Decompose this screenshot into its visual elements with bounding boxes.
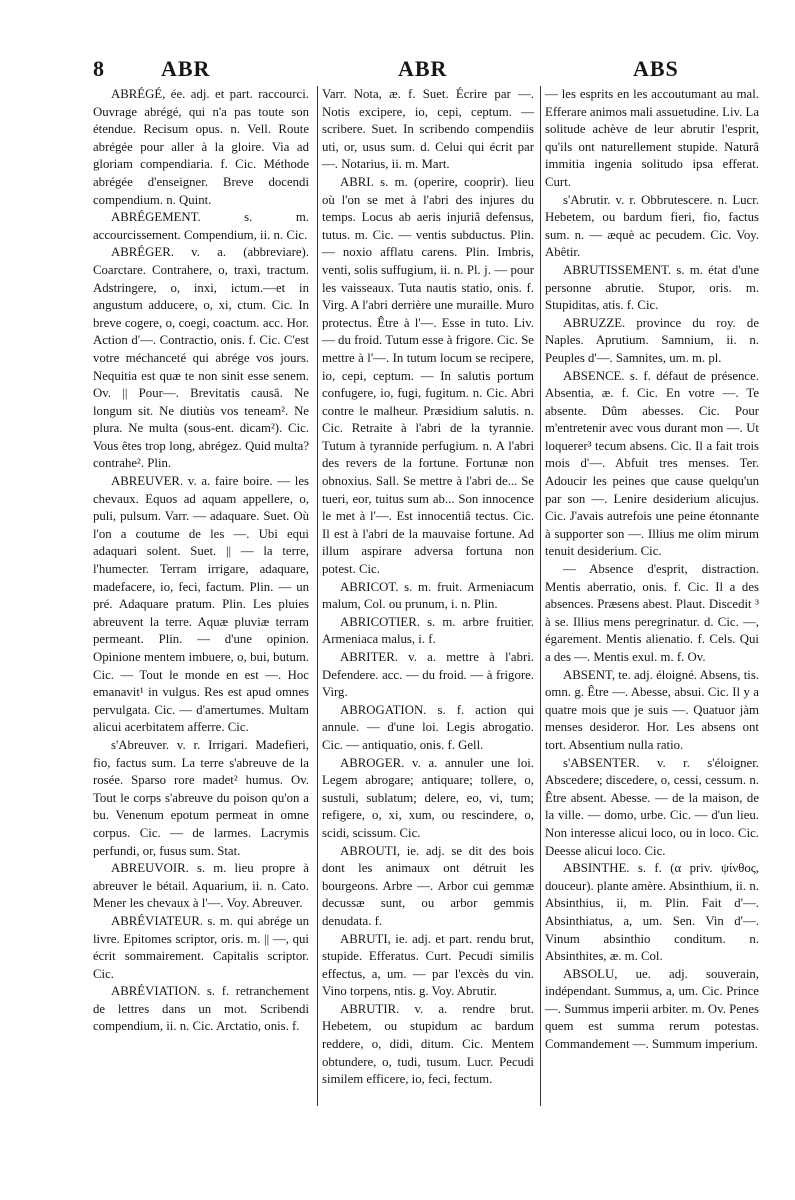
column-left [93,86,309,1106]
entry-abrege: ABRÉGÉ, ée. adj. et part. raccourci. Ouvrage abrégé, qui n'a pas toute son étendue. Recisum opus. n. Vell. Route abrégée pour aller à la gloire. Via ad gloriam compendiaria. f. Cic. Méthode abrégée d'enseigner. Breve docendi compendium. n. Quint. [93,87,309,207]
entry-abreger: ABRÉGER. v. a. (abbreviare). Coarctare. Contrahere, o, traxi, tractum. Adstringere, o, inxi, ictum.—et in angustum adducere, o, xi, ctum. Cic. In breve cogere, o, coegi, coactum. acc. Hor. Action d'—. Contractio, onis. f. Cic. C'est votre méchanceté qui abrége vos jours. Nequitia est quæ te non sinit esse senem. Ov. || Pour—. Brevitatis causâ. Ne longum sit. Ne diutiùs vos teneam². Ne plura. Ne multa (sous-ent. dicam²). Cic. Vous êtes trop long, abrégez. Quid multa? contrahe². Plin. [93,245,309,471]
entry-abricotier: ABRICOTIER. s. m. arbre fruitier. Armeniaca malus, i. f. [322,614,534,647]
entry-absinthe: ABSINTHE. s. f. (α priv. ψίνθος, douceur). plante amère. Absinthium, ii. n. Absinthius, ii, m. Plin. Fait d'—. Absinthiatus, a, um. Sen. Vin d'—. Vinum absinthio conditum. n. Absinthites, æ. m. Col. [545,861,759,964]
entry-abricot: ABRICOT. s. m. fruit. Armeniacum malum, Col. ou prunum, i. n. Plin. [322,579,534,612]
entry-absence-d-esprit: — Absence d'esprit, distraction. Mentis aberratio, onis. f. Cic. Il a des absences. Præsens abest. Plaut. Discedit ³ à se. Illius mens peregrinatur. d. Cic. —, égarement. Mentis alienatio. f. Cels. Qui a des —. Mentis exul. m. f. Ov. [545,562,759,664]
entry-abreviation: ABRÉVIATION. s. f. retranchement de lettres dans un mot. Scribendi compendium, ii. n. Cic. Arctatio, onis. f. [93,984,309,1034]
entry-abrouti: ABROUTI, ie. adj. se dit des bois dont les animaux ont détruit les bourgeons. Arbre —. Arbor cui gemmæ decussæ sunt, ou arbor gemmis denudata. f. [322,843,534,928]
entry-absence: ABSENCE. s. f. défaut de présence. Absentia, æ. f. Cic. En votre —. Te absente. Dûm abesses. Cic. Pour m'entretenir avec vous durant mon —. Ut loquerer³ tecum absens. Cic. Il a fait trois mois d'—. Abfuit tres menses. Ter. Adoucir les peines que cause quelqu'un par son —. Lenire desiderium alicujus. Cic. J'avais autrefois une peine étonnante à supporter son —. Illius me olim mirum tenuit desiderium. Cic. [545,368,759,559]
entry-absent: ABSENT, te. adj. éloigné. Absens, tis. omn. g. Être —. Abesse, absui. Cic. Il y a quatre mois que je suis —. Quatuor jàm menses desideror. Hor. Les absens ont tort. Absentium nulla ratio. [545,667,759,752]
entry-abreviateur: ABRÉVIATEUR. s. m. qui abrége un livre. Epitomes scriptor, oris. m. || —, qui écrit sommairement. Capitalis scriptor. Cic. [93,913,309,981]
entry-absolu: ABSOLU, ue. adj. souverain, indépendant. Summus, a, um. Cic. Prince —. Summus imperii arbiter. m. Ov. Penes quem est summa rerum potestas. Commandement —. Summum imperium. [545,966,759,1052]
entry-abregement: ABRÉGEMENT. s. m. accourcissement. Compendium, ii. n. Cic. [93,210,309,242]
entry-abrogation: ABROGATION. s. f. action qui annule. — d'une loi. Legis abrogatio. Cic. — antiquatio, onis. f. Gell. [322,702,534,752]
entry-abrutir-cont: — les esprits en les accoutumant au mal. Efferare animos mali assuetudine. Liv. La solitude achève de leur abrutir l'esprit, qu'ils ont naturellement stupide. Naturâ immitia ingenia solitudo ipsa efferat. Curt. [545,87,759,189]
entry-s-abreuver: s'Abreuver. v. r. Irrigari. Madefieri, fio, factus sum. La terre s'abreuve de la rosée. Sparso rore madet² humus. Ov. Tout le corps s'abreuve du poison qu'on a bu. Venenum epotum permeat in omne corpus. Cic. — de larmes. Lacrymis perfundi, or, fusus sum. Stat. [93,737,309,858]
dictionary-page [93,56,758,1111]
page-number: 8 [93,56,105,81]
entry-abriter: ABRITER. v. a. mettre à l'abri. Defendere. acc. — du froid. — à frigore. Virg. [322,650,534,700]
entry-s-absenter: s'ABSENTER. v. r. s'éloigner. Abscedere; discedere, o, cessi, cessum. n. Être absent. Abesse. — de la maison, de la ville. — domo, urbe. Cic. — d'un lieu. Non interesse alicui loco, ou in loco. Cic. Deesse alicui loco. Cic. [545,755,759,858]
header-right-word: ABS [633,56,679,81]
column-middle [317,86,534,1106]
text-columns [93,86,758,1106]
running-header [93,56,758,86]
entry-abreuvoir: ABREUVOIR. s. m. lieu propre à abreuver le bétail. Aquarium, ii. n. Cato. Mener les chevaux à l'—. Voy. Abreuver. [93,861,309,911]
entry-abreuver: ABREUVER. v. a. faire boire. — les chevaux. Equos ad aquam appellere, o, puli, pulsum. Varr. — adaquare. Suet. Où l'on a coutume de les —. Ubi equi adaquari solent. Suet. || — la terre, l'humecter. Terram irrigare, adaquare, madefacere, io, feci, factum. Plin. — un pré. Adaquare pratum. Plin. Les pluies abreuvent la terre. Aquæ pluviæ terram permeant. Plin. — d'une opinion. Opinione mentem imbuere, o, bui, butum. Cic. — Tout le monde en est —. Hoc emanavit¹ in vulgus. Res est apud omnes pervulgata. Cic. — d'amertumes. Multam alicui acerbitatem afferre. Cic. [93,474,309,735]
entry-abreviation-cont: Varr. Nota, æ. f. Suet. Écrire par —. Notis excipere, io, cepi, ceptum. — scribere. Suet. In scribendo compendiis uti, or, usus sum. d. Celui qui écrit par —. Notarius, ii. m. Mart. [322,87,534,172]
entry-s-abrutir: s'Abrutir. v. r. Obbrutescere. n. Lucr. Hebetem, ou bardum fieri, fio, factus sum. n. — æquè ac pecudem. Cic. Voy. Abêtir. [545,192,759,260]
entry-abroger: ABROGER. v. a. annuler une loi. Legem abrogare; antiquare; tollere, o, sustuli, sublatum; delere, eo, vi, tum; refigere, o, xi, xum, ou rescindere, o, scidi, scissum. Cic. [322,755,534,840]
column-right [540,86,759,1106]
entry-abruti: ABRUTI, ie. adj. et part. rendu brut, stupide. Efferatus. Curt. Pecudi similis effectus, a, um. — par l'excès du vin. Vino torpens, ntis. g. Voy. Abrutir. [322,931,534,999]
entry-abrutir: ABRUTIR. v. a. rendre brut. Hebetem, ou stupidum ac bardum reddere, o, didi, ditum. Cic. Mentem obtundere, o, tudi, tusum. Lucr. Pecudi similem efficere, io, feci, fectum. [322,1001,534,1087]
entry-abruzze: ABRUZZE. province du roy. de Naples. Aprutium. Samnium, ii. n. Peuples d'—. Samnites, um. m. pl. [545,315,759,365]
entry-abri: ABRI. s. m. (operire, cooprir). lieu où l'on se met à l'abri des injures du temps. Locus ab aeris injuriâ defensus, tutus. m. Cic. — ventis subductus. Plin. — noxio afflatu carens. Plin. Imbris, venti, solis suffugium, ii. n. Pl. j. — pour les vaisseaux. Tuta nautis statio, onis. f. Virg. A l'abri derrière une muraille. Muro protectus. Être à l'—. Esse in tuto. Liv. — du froid. Tutum esse à frigore. Cic. Se mettre à l'—. In tutum locum se recipere, io, cepi, ceptum. — In salutis portum confugere, io, fugi, fugitum. n. Cic. Abri contre le malheur. Præsidium salutis. n. Cic. Retraite à l'abri de la tyrannie. Tutum à tyrannide perfugium. n. A l'abri des revers de la fortune. Fortunæ non obnoxius. Sall. Se mettre à l'abri de... Se tueri, eor, tuitus sum ab... Son innocence le met à l'—. Est innocentiâ tectus. Cic. Il est à l'abri de la mauvaise fortune. Ad illum aspirare adversa fortuna non potest. Cic. [322,174,534,577]
header-center-word: ABR [398,56,448,81]
entry-abrutissement: ABRUTISSEMENT. s. m. état d'une personne abrutie. Stupor, oris. m. Stupiditas, atis. f. Cic. [545,262,759,313]
header-left-word: ABR [161,56,211,81]
